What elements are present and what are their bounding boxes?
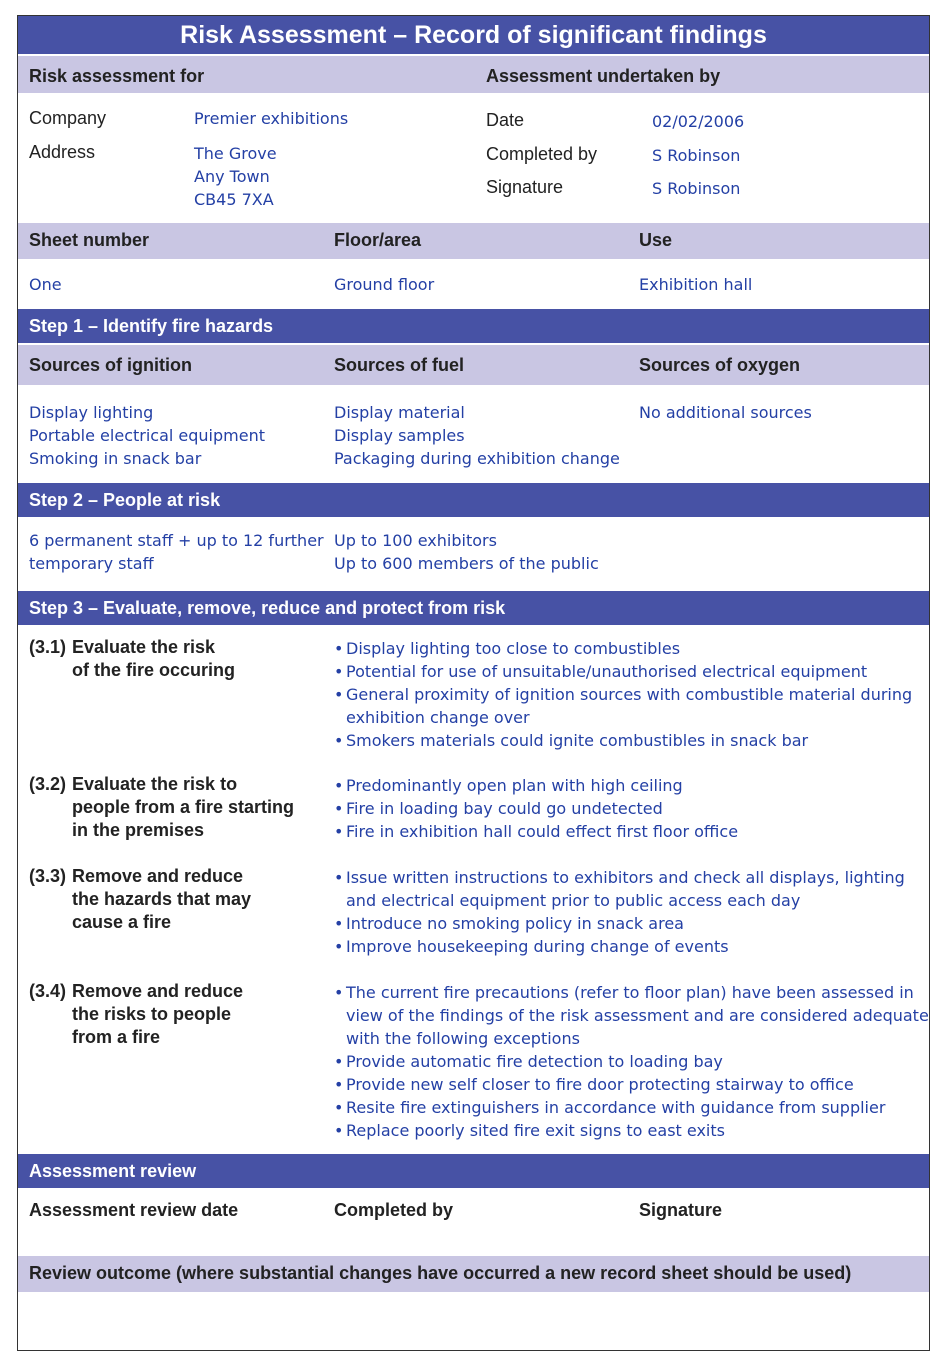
step3-bar: [18, 591, 929, 625]
use-heading: Use: [639, 230, 673, 250]
address-label: Address: [29, 142, 96, 162]
ignition-item: Display lighting: [29, 403, 154, 422]
question-text: of the fire occuring: [72, 660, 236, 680]
address-line-3: CB45 7XA: [194, 190, 274, 209]
finding-bullet: • Introduce no smoking policy in snack area: [334, 914, 684, 933]
fuel-item: Packaging during exhibition change: [334, 449, 620, 468]
review-outcome-label: Review outcome (where substantial changes have occurred a new record sheet should be used): [29, 1263, 852, 1283]
question-text: the risks to people: [72, 1004, 232, 1024]
finding-bullet: • Improve housekeeping during change of events: [334, 937, 729, 956]
fuel-item: Display material: [334, 403, 465, 422]
date-value: 02/02/2006: [652, 112, 745, 131]
step1-bar: [18, 309, 929, 343]
bullet-icon: •: [334, 914, 344, 933]
bullet-icon: •: [334, 1052, 344, 1071]
finding-bullet: • Fire in exhibition hall could effect first floor office: [334, 822, 739, 841]
bullet-icon: •: [334, 983, 344, 1002]
sheet-number-heading: Sheet number: [29, 230, 150, 250]
step1-title: Step 1 – Identify fire hazards: [29, 315, 274, 336]
assessment-review-bar: [18, 1154, 929, 1188]
bullet-icon: •: [334, 937, 344, 956]
review-completed-by-label: Completed by: [334, 1200, 454, 1220]
question-text: the hazards that may: [72, 889, 252, 909]
finding-bullet: • Predominantly open plan with high ceiling: [334, 776, 683, 795]
question-text: Evaluate the risk: [72, 637, 216, 657]
finding-bullet: • Display lighting too close to combustibles: [334, 639, 681, 658]
ignition-item: Portable electrical equipment: [29, 426, 265, 445]
sheet-number-value: One: [29, 275, 62, 294]
finding-bullet: • Potential for use of unsuitable/unauthorised electrical equipment: [334, 662, 868, 681]
risk-assessment-form: [17, 15, 930, 1351]
signature-value: S Robinson: [652, 179, 741, 198]
completed-by-label: Completed by: [486, 144, 598, 164]
finding-bullet: • General proximity of ignition sources with combustible material during: [334, 685, 913, 704]
assessment-undertaken-by-heading: Assessment undertaken by: [486, 66, 721, 86]
finding-continuation: and electrical equipment prior to public access each day: [346, 891, 801, 910]
bullet-icon: •: [334, 1075, 344, 1094]
ignition-item: Smoking in snack bar: [29, 449, 202, 468]
finding-bullet: • Issue written instructions to exhibitors and check all displays, lighting: [334, 868, 905, 887]
bullet-icon: •: [334, 822, 344, 841]
bullet-icon: •: [334, 799, 344, 818]
question-text: in the premises: [72, 820, 205, 840]
sources-of-fuel-heading: Sources of fuel: [334, 355, 465, 375]
finding-bullet: • Provide new self closer to fire door protecting stairway to office: [334, 1075, 854, 1094]
fuel-item: Display samples: [334, 426, 465, 445]
floor-area-value: Ground floor: [334, 275, 435, 294]
bullet-icon: •: [334, 731, 344, 750]
completed-by-value: S Robinson: [652, 146, 741, 165]
people-at-risk-staff: temporary staff: [29, 554, 154, 573]
step3-title: Step 3 – Evaluate, remove, reduce and protect from risk: [29, 597, 506, 618]
bullet-icon: •: [334, 639, 344, 658]
form-title: Risk Assessment – Record of significant findings: [180, 20, 767, 49]
finding-bullet: • Fire in loading bay could go undetected: [334, 799, 663, 818]
date-label: Date: [486, 110, 525, 130]
oxygen-item: No additional sources: [639, 403, 812, 422]
question-3-2: [29, 773, 294, 842]
finding-bullet: • Provide automatic fire detection to loading bay: [334, 1052, 723, 1071]
people-at-risk-staff: 6 permanent staff + up to 12 further: [29, 531, 324, 550]
assessment-review-date-label: Assessment review date: [29, 1200, 239, 1220]
finding-continuation: exhibition change over: [346, 708, 530, 727]
review-signature-label: Signature: [639, 1200, 723, 1220]
finding-continuation: view of the findings of the risk assessment and are considered adequate: [346, 1006, 929, 1025]
people-at-risk-visitors: Up to 600 members of the public: [334, 554, 599, 573]
bullet-icon: •: [334, 1098, 344, 1117]
bullet-icon: •: [334, 662, 344, 681]
question-text: people from a fire starting: [72, 797, 295, 817]
company-label: Company: [29, 108, 107, 128]
address-line-2: Any Town: [194, 167, 270, 186]
step2-bar: [18, 483, 929, 517]
address-line-1: The Grove: [194, 144, 277, 163]
use-value: Exhibition hall: [639, 275, 753, 294]
step2-title: Step 2 – People at risk: [29, 489, 221, 510]
floor-area-heading: Floor/area: [334, 230, 422, 250]
bullet-icon: •: [334, 685, 344, 704]
sources-of-ignition-heading: Sources of ignition: [29, 355, 193, 375]
question-3-3: [29, 865, 251, 934]
risk-assessment-for-heading: Risk assessment for: [29, 66, 205, 86]
finding-continuation: with the following exceptions: [346, 1029, 580, 1048]
finding-bullet: • Replace poorly sited fire exit signs to east exits: [334, 1121, 725, 1140]
question-3-1: [29, 636, 235, 682]
question-3-4: [29, 980, 243, 1049]
question-text: cause a fire: [72, 912, 172, 932]
question-number: (3.1): [29, 637, 67, 657]
question-text: Evaluate the risk to: [72, 774, 238, 794]
finding-bullet: • Smokers materials could ignite combustibles in snack bar: [334, 731, 809, 750]
assessment-review-title: Assessment review: [29, 1160, 197, 1181]
question-number: (3.2): [29, 774, 67, 794]
company-value: Premier exhibitions: [194, 109, 349, 128]
sources-of-oxygen-heading: Sources of oxygen: [639, 355, 801, 375]
sheet-info-band: [18, 223, 929, 259]
question-number: (3.4): [29, 981, 67, 1001]
bullet-icon: •: [334, 868, 344, 887]
finding-bullet: • Resite fire extinguishers in accordance with guidance from supplier: [334, 1098, 886, 1117]
question-number: (3.3): [29, 866, 67, 886]
form-title-bar: [18, 16, 929, 54]
bullet-icon: •: [334, 776, 344, 795]
question-text: Remove and reduce: [72, 866, 244, 886]
people-at-risk-visitors: Up to 100 exhibitors: [334, 531, 497, 550]
bullet-icon: •: [334, 1121, 344, 1140]
signature-label: Signature: [486, 177, 564, 197]
question-text: from a fire: [72, 1027, 161, 1047]
finding-bullet: • The current fire precautions (refer to floor plan) have been assessed in: [334, 983, 914, 1002]
question-text: Remove and reduce: [72, 981, 244, 1001]
